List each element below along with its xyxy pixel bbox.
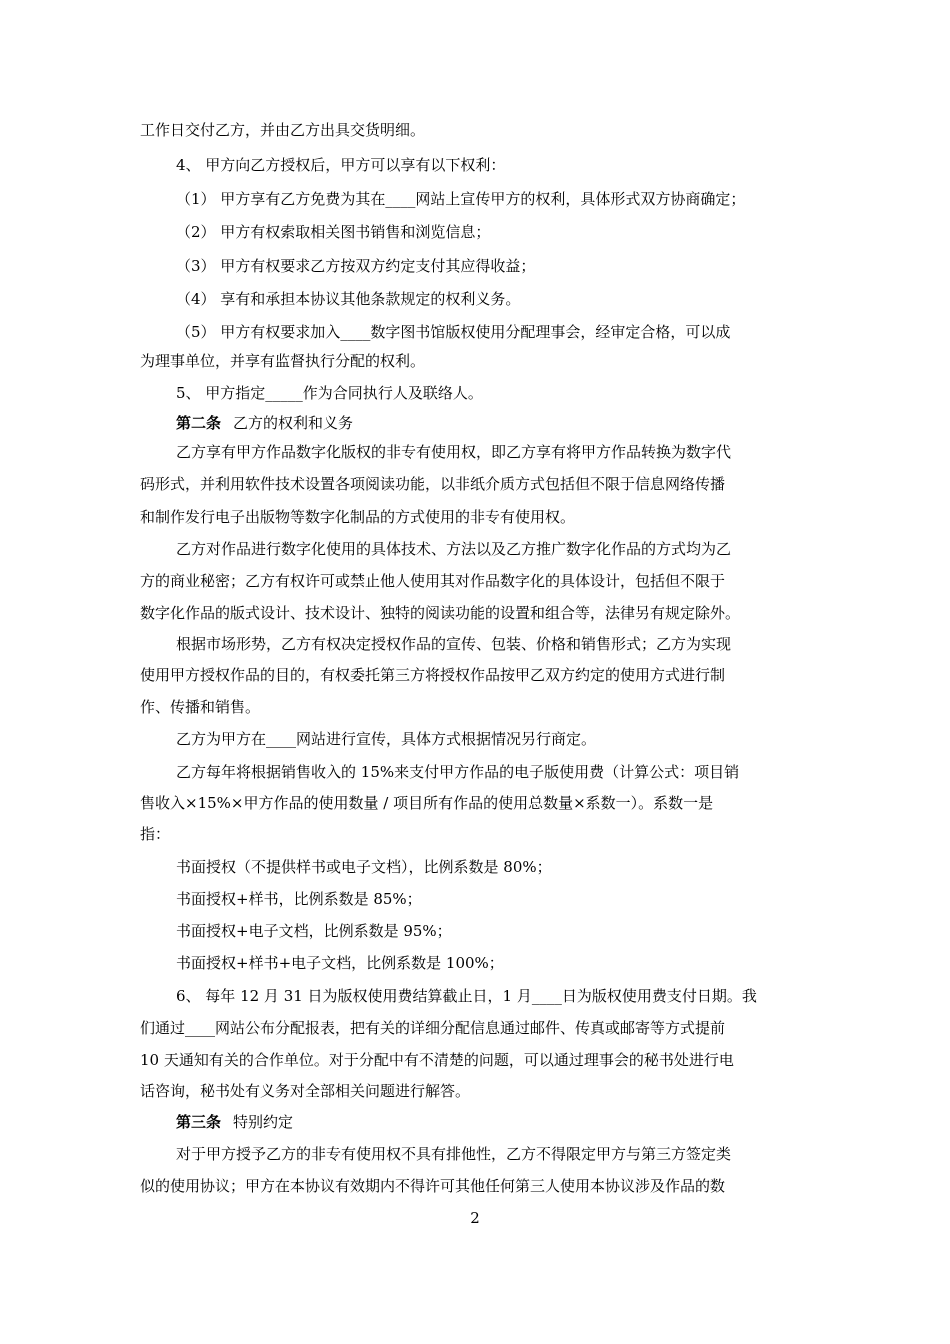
paragraph-line: 6、 每年 12 月 31 日为版权使用费结算截止日，1 月____日为版权使用费支付日期。我: [176, 987, 757, 1005]
paragraph-line: 作、传播和销售。: [140, 698, 261, 716]
paragraph-line: 书面授权+电子文档，比例系数是 95%；: [176, 922, 452, 940]
paragraph-line: 方的商业秘密；乙方有权许可或禁止他人使用其对作品数字化的具体设计，包括但不限于: [140, 572, 726, 590]
paragraph-line: 为理事单位，并享有监督执行分配的权利。: [140, 352, 426, 370]
paragraph-line: 4、 甲方向乙方授权后，甲方可以享有以下权利：: [176, 156, 506, 174]
paragraph-line: 5、 甲方指定_____作为合同执行人及联络人。: [176, 384, 483, 402]
paragraph-line: 指：: [140, 825, 171, 843]
paragraph-line: 对于甲方授予乙方的非专有使用权不具有排他性，乙方不得限定甲方与第三方签定类: [176, 1145, 732, 1163]
paragraph-line: 根据市场形势，乙方有权决定授权作品的宣传、包装、价格和销售形式；乙方为实现: [176, 635, 732, 653]
paragraph-line: 售收入×15%×甲方作品的使用数量 / 项目所有作品的使用总数量×系数一）。系数一是: [140, 794, 714, 812]
paragraph-line: 工作日交付乙方，并由乙方出具交货明细。: [140, 121, 426, 139]
paragraph-line: （4） 享有和承担本协议其他条款规定的权利义务。: [176, 290, 521, 308]
paragraph-line: 数字化作品的版式设计、技术设计、独特的阅读功能的设置和组合等，法律另有规定除外。: [140, 604, 741, 622]
paragraph-line: （2） 甲方有权索取相关图书销售和浏览信息；: [176, 223, 491, 241]
paragraph-line: （1） 甲方享有乙方免费为其在____网站上宣传甲方的权利，具体形式双方协商确定；: [176, 190, 746, 208]
paragraph-line: 似的使用协议；甲方在本协议有效期内不得许可其他任何第三人使用本协议涉及作品的数: [140, 1177, 726, 1195]
paragraph-line: （3） 甲方有权要求乙方按双方约定支付其应得收益；: [176, 257, 536, 275]
paragraph-line: 们通过____网站公布分配报表，把有关的详细分配信息通过邮件、传真或邮寄等方式提前: [140, 1019, 726, 1037]
article-number: 第二条: [176, 414, 222, 432]
article-title: 特别约定: [233, 1113, 294, 1131]
paragraph-line: 书面授权+样书，比例系数是 85%；: [176, 890, 422, 908]
article-number: 第三条: [176, 1113, 222, 1131]
paragraph-line: 乙方为甲方在____网站进行宣传，具体方式根据情况另行商定。: [176, 730, 597, 748]
paragraph-line: 书面授权（不提供样书或电子文档），比例系数是 80%；: [176, 858, 552, 876]
paragraph-line: 10 天通知有关的合作单位。对于分配中有不清楚的问题，可以通过理事会的秘书处进行电: [140, 1051, 734, 1069]
paragraph-line: 乙方每年将根据销售收入的 15%来支付甲方作品的电子版使用费（计算公式：项目销: [176, 763, 740, 781]
page-number: 2: [470, 1209, 480, 1227]
paragraph-line: 话咨询，秘书处有义务对全部相关问题进行解答。: [140, 1082, 471, 1100]
article-heading: [176, 413, 353, 433]
paragraph-line: 书面授权+样书+电子文档，比例系数是 100%；: [176, 954, 504, 972]
paragraph-line: （5） 甲方有权要求加入____数字图书馆版权使用分配理事会，经审定合格，可以成: [176, 323, 731, 341]
article-heading: [176, 1112, 293, 1132]
paragraph-line: 乙方对作品进行数字化使用的具体技术、方法以及乙方推广数字化作品的方式均为乙: [176, 540, 732, 558]
article-title: 乙方的权利和义务: [233, 414, 354, 432]
paragraph-line: 使用甲方授权作品的目的，有权委托第三方将授权作品按甲乙双方约定的使用方式进行制: [140, 666, 726, 684]
paragraph-line: 和制作发行电子出版物等数字化制品的方式使用的非专有使用权。: [140, 508, 576, 526]
paragraph-line: 码形式，并利用软件技术设置各项阅读功能，以非纸介质方式包括但不限于信息网络传播: [140, 475, 726, 493]
paragraph-line: 乙方享有甲方作品数字化版权的非专有使用权，即乙方享有将甲方作品转换为数字代: [176, 443, 732, 461]
